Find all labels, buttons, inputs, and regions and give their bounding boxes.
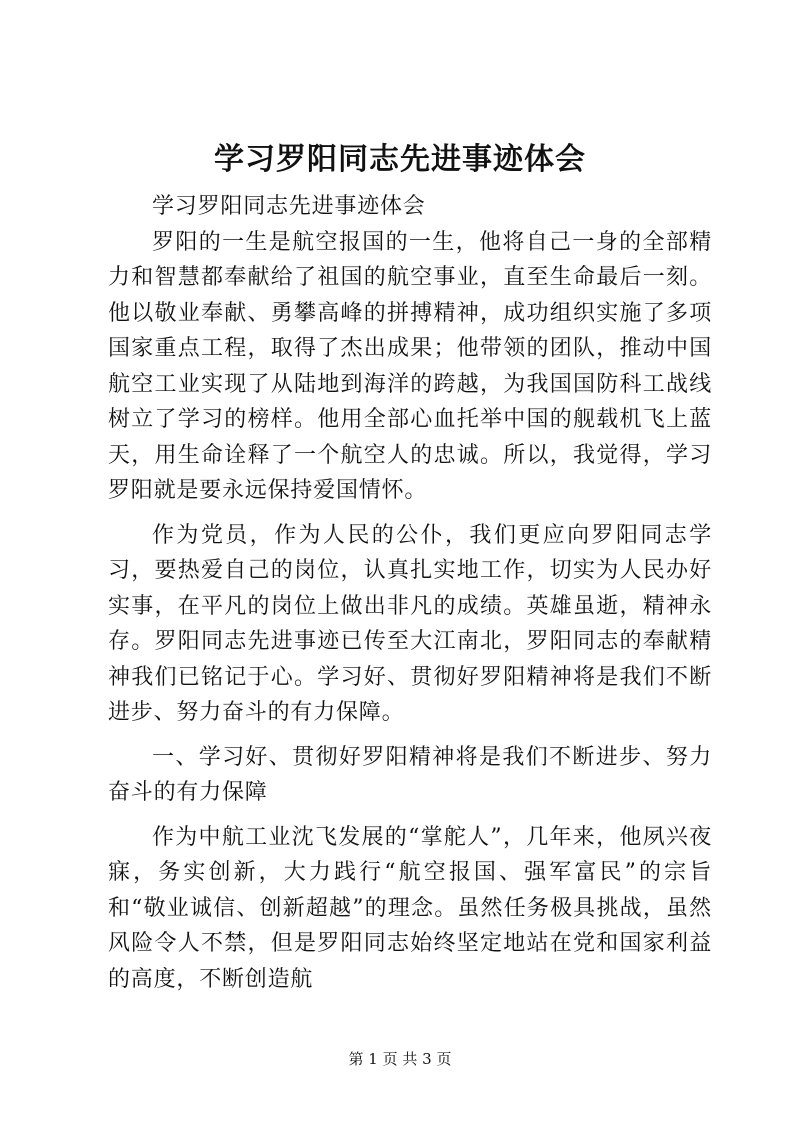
- paragraph: 作为中航工业沈飞发展的“掌舵人”，几年来，他夙兴夜寐，务实创新，大力践行“航空报国、强军富民”的宗旨和“敬业诚信、创新超越”的理念。虽然任务极具挑战，虽然风险令人不禁，但是罗阳同志始终坚定地站在党和国家利益的高度，不断创造航: [108, 824, 712, 992]
- paragraph: 罗阳的一生是航空报国的一生，他将自己一身的全部精力和智慧都奉献给了祖国的航空事业，直至生命最后一刻。他以敬业奉献、勇攀高峰的拼搏精神，成功组织实施了多项国家重点工程，取得了杰出成果；他带领的团队，推动中国航空工业实现了从陆地到海洋的跨越，为我国国防科工战线树立了学习的榜样。他用全部心血托举中国的舰载机飞上蓝天，用生命诠释了一个航空人的忠诚。所以，我觉得，学习罗阳就是要永远保持爱国情怀。: [108, 229, 712, 503]
- document-body: [108, 189, 712, 997]
- paragraph: 作为党员，作为人民的公仆，我们更应向罗阳同志学习，要热爱自己的岗位，认真扎实地工作，切实为人民办好实事，在平凡的岗位上做出非凡的成绩。英雄虽逝，精神永存。罗阳同志先进事迹已传至大江南北，罗阳同志的奉献精神我们已铭记于心。学习好、贯彻好罗阳精神将是我们不断进步、努力奋斗的有力保障。: [108, 522, 712, 725]
- document-title: 学习罗阳同志先进事迹体会: [214, 142, 586, 177]
- page-number-footer: 第 1 页 共 3 页: [348, 1050, 452, 1068]
- paragraph-subtitle: 学习罗阳同志先进事迹体会: [152, 194, 426, 219]
- section-heading: 一、学习好、贯彻好罗阳精神将是我们不断进步、努力奋斗的有力保障: [108, 744, 712, 805]
